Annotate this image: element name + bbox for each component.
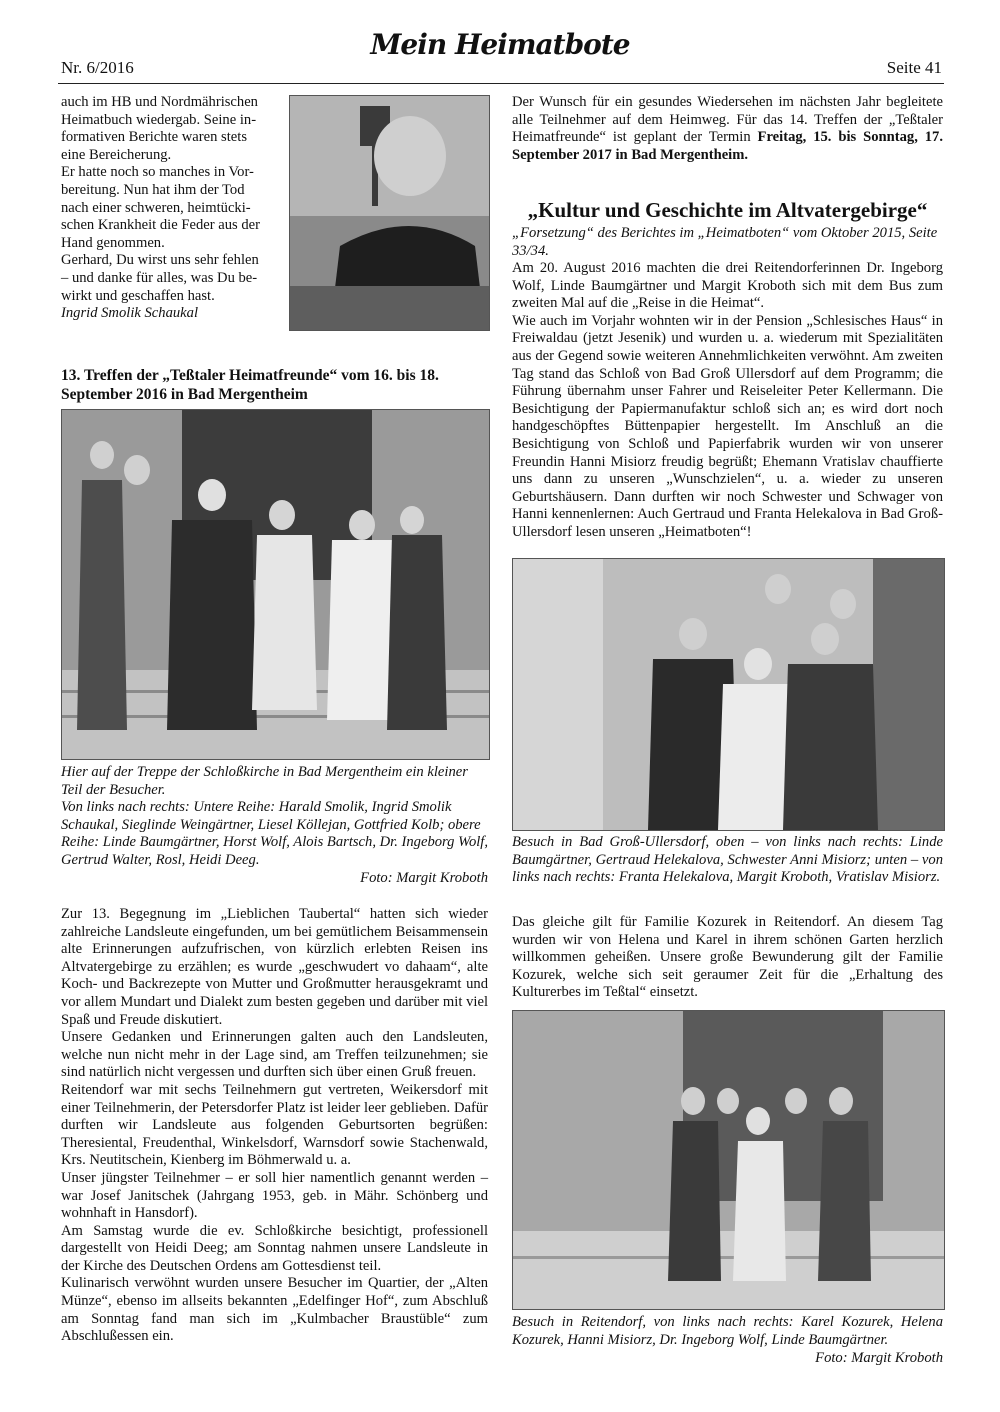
obituary-line: eine Bereicherung. <box>61 146 172 163</box>
meeting-heading: 13. Treffen der „Teßtaler Heimatfreunde“ vom 16. bis 18. September 2016 in Bad Mergentheim <box>61 367 439 403</box>
obituary-line: Heimatbuch wiedergab. Seine in- <box>61 111 257 128</box>
obituary-line: Er hatte noch so manches in Vor- <box>61 164 254 181</box>
wish-text: Der Wunsch für ein gesundes Wiedersehen im nächsten Jahr begleitete alle Teilnehmer auf dem Heimweg. Für das 14. Treffen der „Teßtaler Heimatfreunde“ ist geplant der Termin <box>512 94 943 146</box>
culture-body <box>512 260 943 542</box>
meeting-paragraph: Zur 13. Begegnung im „Lieblichen Taubertal“ hatten sich wieder zahlreiche Landsleute eingefunden, um bei gemütlichem Beisammensein alte Erinnerungen aufzufrischen, von kürzlich erlebten Reisen ins Altvatergebirge zu erzählen; es wurde „geschwudert vo dahaam“, alte Koch- und Backrezepte von Mutter und Großmutter herausgekramt und vor allem Mundart und Dialekt zum besten gegeben und darüber mit viel Spaß und Freude diskutiert. <box>61 906 488 1028</box>
culture-paragraph: Am 20. August 2016 machten die drei Reitendorferinnen Dr. Ingeborg Wolf, Linde Baumgärtner und Margit Kroboth sich mit dem Bus zum zweiten Mal auf die „Reise in die Heimat“. <box>512 260 943 312</box>
meeting-body <box>61 906 488 1346</box>
caption-reitendorf: Besuch in Reitendorf, von links nach rechts: Karel Kozurek, Helena Kozurek, Hanni Misiorz, Dr. Ingeborg Wolf, Linde Baumgärtner. <box>512 1314 943 1348</box>
caption-ullersdorf: Besuch in Bad Groß-Ullersdorf, oben – von links nach rechts: Linde Baumgärtner, Gertraud Helekalova, Schwester Anni Misiorz; unten – von links nach rechts: Franta Helekalova, Margit Kroboth, Vratislav Misiorz. <box>512 834 943 886</box>
portrait-illustration <box>290 96 489 330</box>
photo-ullersdorf <box>512 558 945 831</box>
culture-heading: „Kultur und Geschichte im Altvatergebirge“ <box>527 198 928 222</box>
photo-reitendorf <box>512 1010 945 1310</box>
group-photo-caption <box>61 764 488 887</box>
obituary-line: nach einer schweren, heimtücki- <box>61 199 251 216</box>
obituary-block <box>61 94 285 323</box>
kozurek-paragraph: Das gleiche gilt für Familie Kozurek in Reitendorf. An diesem Tag wurden wir von Helena und Karel in ihrem schönen Garten herzlich willkommen geheißen. Unsere große Bewunderung gilt der Familie Kozurek, welche sich seit geraumer Zeit für die „Erhaltung des Kulturerbes im Teßtal“ einsetzt. <box>512 914 943 1001</box>
obituary-line: bereitung. Nun hat ihm der Tod <box>61 181 245 198</box>
meeting-paragraph: Am Samstag wurde die ev. Schloßkirche besichtigt, professionell dargestellt von Heidi Deeg; am Sonntag nahmen unsere Landsleute in der Kirche des Deutschen Ordens am Gottesdienst teil. <box>61 1222 488 1274</box>
issue-number: Nr. 6/2016 <box>61 58 134 77</box>
group-photo-mergentheim <box>61 409 490 760</box>
portrait-photo <box>289 95 490 331</box>
masthead-title: Mein Heimatbote <box>370 28 630 61</box>
obituary-line: formativen Berichte waren stets <box>61 129 247 146</box>
reitendorf-illustration <box>513 1011 944 1309</box>
obituary-line: auch im HB und Nordmährischen <box>61 94 258 110</box>
group-photo-illustration <box>62 410 489 759</box>
header-rule <box>58 83 944 84</box>
obituary-author: Ingrid Smolik Schaukal <box>61 305 198 322</box>
obituary-line: Hand genommen. <box>61 234 165 251</box>
caption-names: Von links nach rechts: Untere Reihe: Harald Smolik, Ingrid Smolik Schaukal, Sieglinde Weingärtner, Liesel Köllejan, Gottfried Kolb; obere Reihe: Linde Baumgärtner, Horst Wolf, Alois Bartsch, Dr. Ingeborg Wolf, Gertrud Walter, Rosl, Heidi Deeg. <box>61 799 488 868</box>
caption-line: Hier auf der Treppe der Schloßkirche in Bad Mergentheim ein kleiner Teil der Besucher. <box>61 764 468 798</box>
obituary-line: wirkt und geschaffen hast. <box>61 287 215 304</box>
meeting-paragraph: Reitendorf war mit sechs Teilnehmern gut vertreten, Weikersdorf mit einer Teilnehmerin, der Petersdorfer Platz ist leider leer geblieben. Dafür durften wir Landsleute aus folgenden Geburtsorten begrüßen: Theresiental, Freudenthal, Winkelsdorf, Warnsdorf sowie Stachenwald, Krs. Neutitschein, Kienberg im Böhmerwald u. a. <box>61 1081 488 1169</box>
next-meeting-date: Freitag, 15. bis Sonntag, 17. September 2017 in Bad Mergentheim. <box>512 129 943 163</box>
page-number: Seite 41 <box>886 58 942 77</box>
ullersdorf-illustration <box>513 559 944 830</box>
obituary-line: Gerhard, Du wirst uns sehr fehlen <box>61 252 259 269</box>
meeting-paragraph: Unser jüngster Teilnehmer – er soll hier namentlich genannt werden – war Josef Janitschek (Jahrgang 1953, geb. in Mähr. Schönberg und wohnhaft in Hansdorf). <box>61 1169 488 1222</box>
culture-paragraph: Wie auch im Vorjahr wohnten wir in der Pension „Schlesisches Haus“ in Freiwaldau (jetzt Jesenik) und wurden u. a. wiederum mit Spezialitäten aus der Gegend sowie weiteren Annehmlichkeiten verwöhnt. Am zweiten Tag stand das Schloß von Bad Groß Ullersdorf auf dem Programm; die Führung übernahm unser Fahrer und Reiseleiter Peter Kellermann. Die Besichtigung der Papiermanufaktur schloß sich an; es wird dort noch handgeschöpftes Büttenpapier hergestellt. Im Anschluß an die Besichtigung von Schloß und Papierfabrik wurden wir von unserer Freundin Hanni Misiorz freudig begrüßt; Ehemann Vratislav chauffierte uns dann zu unseren „Wunschzielen“, u. a. wieder zu unseren Geburtshäusern. Dann durften wir noch Schwester und Schwager von Hanni kennenlernen: Auch Gertraud und Franta Helekalova in Bad Groß-Ullersdorf lesen unseren „Heimatboten“! <box>512 312 943 540</box>
photo-credit: Foto: Margit Kroboth <box>360 869 488 886</box>
meeting-paragraph: Unsere Gedanken und Erinnerungen galten auch den Landsleuten, welche nun nicht mehr in der Lage sind, am Treffen teilzunehmen; sie sind natürlich nicht vergessen und durften sich über einen Gruß freuen. <box>61 1029 488 1081</box>
photo-credit-reitendorf: Foto: Margit Kroboth <box>815 1350 943 1366</box>
obituary-line: – und danke für alles, was Du be- <box>61 269 258 286</box>
culture-subtitle: „Forsetzung“ des Berichtes im „Heimatboten“ vom Oktober 2015, Seite 33/34. <box>512 225 938 259</box>
obituary-line: schen Krankheit die Feder aus der <box>61 217 260 234</box>
meeting-paragraph: Kulinarisch verwöhnt wurden unsere Besucher im Quartier, der „Alten Münze“, ebenso im allseits bekannten „Edelfinger Hof“, zum Abschluß am Sonntag fand man sich im „Kulmbacher Braustüble“ zum Abschlußessen ein. <box>61 1275 488 1345</box>
wish-paragraph <box>512 94 943 164</box>
